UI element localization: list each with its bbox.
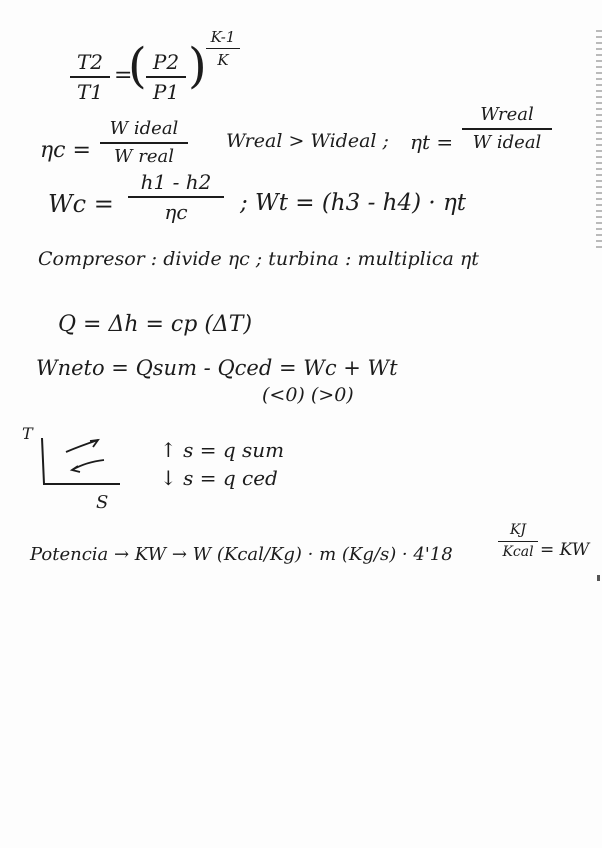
open-paren: ( <box>128 38 147 94</box>
lhs-denominator: T1 <box>76 80 104 104</box>
work-sign-note: (<0) (>0) <box>262 384 354 406</box>
isentropic-equals: = <box>114 63 133 88</box>
heat-enthalpy-formula: Q = Δh = cp (ΔT) <box>58 312 253 337</box>
ts-axes <box>42 438 120 484</box>
power-conversion: Potencia → KW → W (Kcal/Kg) · m (Kg/s) · 4'18 <box>30 544 453 565</box>
lhs-numerator: T2 <box>76 50 104 74</box>
kj-per-kcal <box>498 522 538 561</box>
compressor-turbine-note: Compresor : divide ηc ; turbina : multiplica ηt <box>38 248 479 270</box>
net-work-formula: Wneto = Qsum - Qced = Wc + Wt <box>36 356 398 380</box>
rhs-numerator: P2 <box>152 50 180 74</box>
power-result-unit: = KW <box>540 540 590 560</box>
ts-upper-arrowhead <box>90 440 98 447</box>
eta-t-denominator: W ideal <box>472 131 542 153</box>
ts-axis-s: S <box>96 492 109 513</box>
ts-axis-t: T <box>22 424 33 443</box>
entropy-decrease-note: ↓ s = q ced <box>160 466 278 490</box>
eta-t-numerator: Wreal <box>480 104 534 125</box>
work-comparison: Wreal > Wideal ; <box>226 130 389 152</box>
fraction-bar <box>498 541 538 542</box>
entropy-increase-note: ↑ s = q sum <box>160 438 285 462</box>
eta-c-numerator: W ideal <box>109 118 179 139</box>
unit-denominator: Kcal <box>502 543 534 560</box>
eta-t-label: ηt = <box>410 130 454 154</box>
eta-c-denominator: W real <box>114 145 174 167</box>
exponent-numerator: K-1 <box>210 28 236 46</box>
wc-denominator: ηc <box>164 200 188 224</box>
close-paren: ) <box>188 38 207 94</box>
ts-lower-curve <box>72 460 104 470</box>
exponent-denominator: K <box>217 51 229 69</box>
wc-label: Wc = <box>48 190 114 218</box>
wc-numerator: h1 - h2 <box>140 170 212 194</box>
unit-numerator: KJ <box>509 522 527 538</box>
wt-formula: ; Wt = (h3 - h4) · ηt <box>240 190 467 216</box>
rhs-denominator: P1 <box>152 80 180 104</box>
eta-c-label: ηc = <box>40 138 91 163</box>
